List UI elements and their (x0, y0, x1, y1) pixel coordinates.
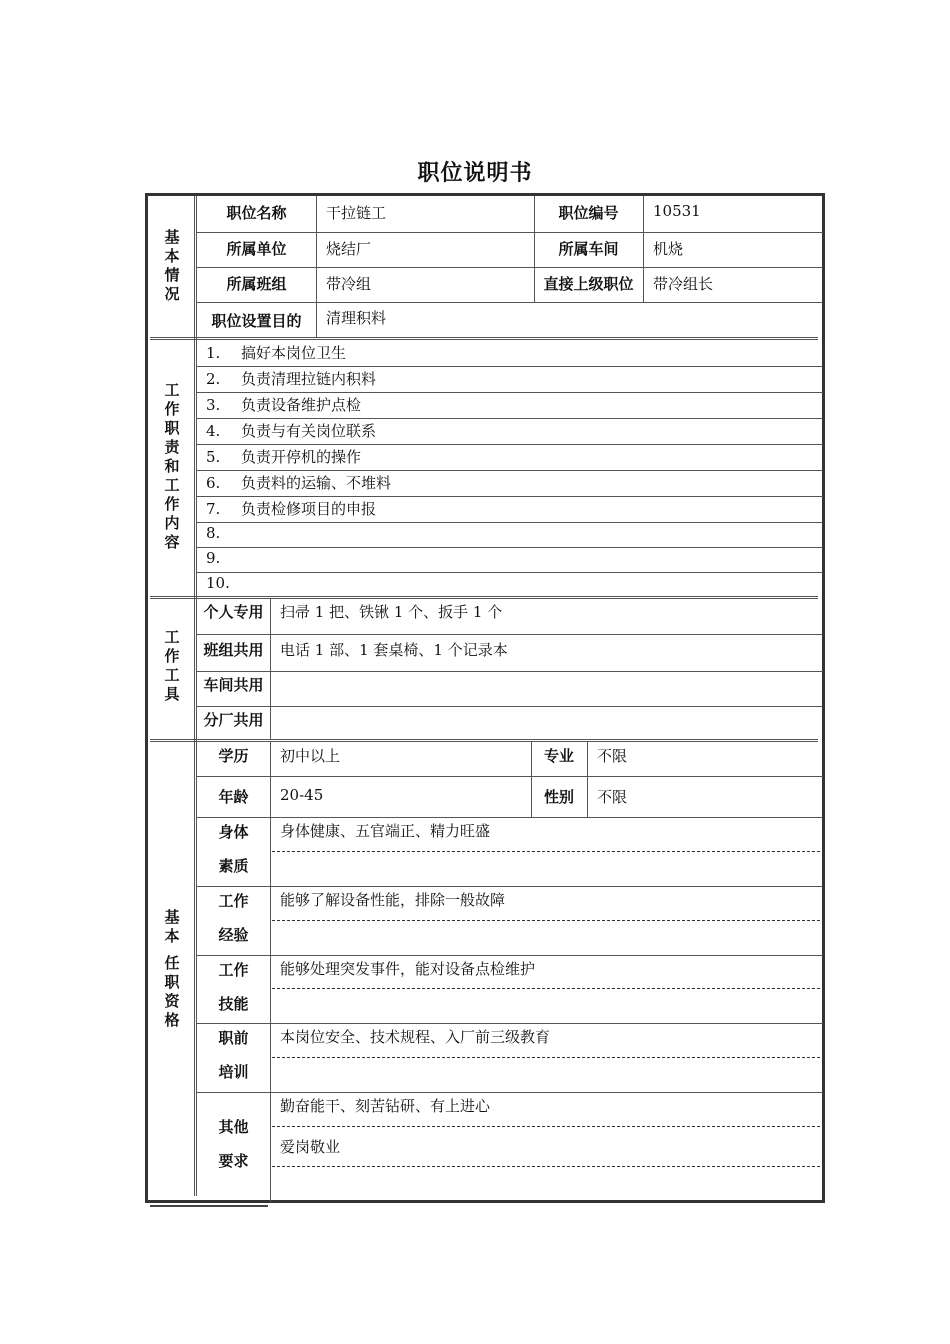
duty-item: 1. 搞好本岗位卫生 (206, 344, 347, 362)
training-label: 职前 (218, 1029, 249, 1047)
other-value-2: 爱岗敬业 (280, 1138, 341, 1156)
purpose-label: 职位设置目的 (211, 312, 302, 330)
job-code-label: 职位编号 (558, 204, 619, 222)
age-value: 20-45 (280, 786, 324, 804)
duty-item: 5. 负责开停机的操作 (206, 448, 362, 466)
section-divider (150, 596, 818, 599)
purpose-value: 清理积料 (326, 309, 387, 327)
experience-label-2: 经验 (218, 926, 249, 944)
major-label: 专业 (543, 747, 574, 765)
skills-label: 工作 (218, 961, 249, 979)
major-value: 不限 (597, 747, 628, 765)
duty-item: 6. 负责料的运输、不堆料 (206, 474, 392, 492)
other-value-1: 勤奋能干、刻苦钻研、有上进心 (280, 1097, 491, 1115)
physical-label: 身体 (218, 823, 249, 841)
education-label: 学历 (218, 747, 249, 765)
training-label-2: 培训 (218, 1063, 249, 1081)
physical-label-2: 素质 (218, 857, 249, 875)
unit-value: 烧结厂 (326, 240, 372, 258)
section-label-qualifications: 基 本 任 职 资 格 (164, 908, 180, 1029)
section-divider (150, 739, 818, 742)
section-label-tools: 工 作 工 具 (164, 628, 180, 703)
gender-value: 不限 (597, 788, 628, 806)
training-value: 本岗位安全、技术规程、入厂前三级教育 (280, 1028, 551, 1046)
job-code-value: 10531 (653, 202, 701, 220)
age-label: 年龄 (218, 788, 249, 806)
workshop-value: 机烧 (653, 240, 684, 258)
duty-item: 3. 负责设备维护点检 (206, 396, 362, 414)
duty-item: 4. 负责与有关岗位联系 (206, 422, 377, 440)
experience-value: 能够了解设备性能，排除一般故障 (280, 891, 506, 909)
education-value: 初中以上 (280, 747, 341, 765)
duty-item: 9. (206, 549, 221, 567)
skills-value: 能够处理突发事件，能对设备点检维护 (280, 960, 536, 978)
section-label-basic: 基 本 情 况 (164, 228, 180, 303)
skills-label-2: 技能 (218, 995, 249, 1013)
other-label-2: 要求 (218, 1152, 249, 1170)
section-divider (150, 337, 818, 340)
superior-value: 带冷组长 (653, 275, 714, 293)
duty-item: 2. 负责清理拉链内积料 (206, 370, 377, 388)
tool-label-workshop: 车间共用 (203, 676, 264, 694)
bottom-rule (150, 1205, 268, 1207)
team-label: 所属班组 (226, 275, 287, 293)
tool-label-branch: 分厂共用 (203, 711, 264, 729)
duty-item: 7. 负责检修项目的申报 (206, 500, 377, 518)
section-label-duties: 工 作 职 责 和 工 作 内 容 (164, 381, 180, 551)
tool-label-team: 班组共用 (203, 641, 264, 659)
job-name-label: 职位名称 (226, 204, 287, 222)
gender-label: 性别 (543, 788, 574, 806)
team-value: 带冷组 (326, 275, 372, 293)
tool-value-team: 电话 1 部、1 套桌椅、1 个记录本 (280, 641, 508, 659)
experience-label: 工作 (218, 892, 249, 910)
workshop-label: 所属车间 (558, 240, 619, 258)
tool-value-personal: 扫帚 1 把、铁锹 1 个、扳手 1 个 (280, 603, 503, 621)
duty-item: 10. (206, 574, 230, 592)
other-label: 其他 (218, 1118, 249, 1136)
superior-label: 直接上级职位 (543, 275, 634, 293)
duty-item: 8. (206, 524, 221, 542)
tool-label-personal: 个人专用 (203, 603, 264, 621)
page-title: 职位说明书 (417, 161, 533, 186)
job-name-value: 干拉链工 (326, 204, 387, 222)
physical-value: 身体健康、五官端正、精力旺盛 (280, 822, 491, 840)
unit-label: 所属单位 (226, 240, 287, 258)
